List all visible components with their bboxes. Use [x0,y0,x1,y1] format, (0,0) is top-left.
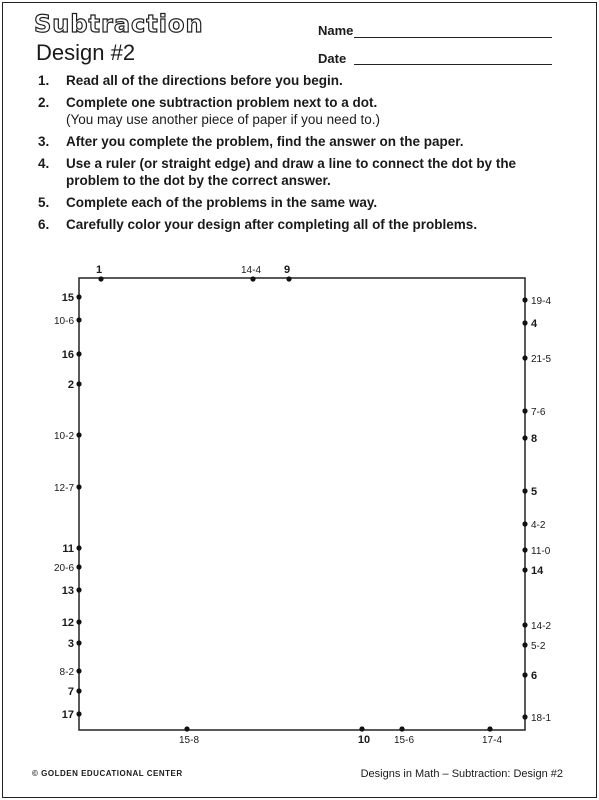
direction-text: Complete one subtraction problem next to a dot. [66,95,378,110]
grid-dot[interactable] [399,726,404,731]
direction-text: After you complete the problem, find the answer on the paper. [66,134,464,149]
direction-text: Complete each of the problems in the same way. [66,195,378,210]
dot-label: 10-6 [53,316,74,327]
date-label: Date [318,51,347,66]
dot-label: 15-8 [178,735,200,746]
dot-label: 2 [67,379,74,391]
dot-label: 5 [531,486,538,498]
grid-dot[interactable] [76,688,81,693]
grid-dot[interactable] [76,640,81,645]
dot-label: 14 [531,565,544,577]
grid-dot[interactable] [522,435,527,440]
name-label: Name [318,23,354,38]
grid-dot[interactable] [76,381,81,386]
dot-label: 17 [61,709,74,721]
grid-dot[interactable] [522,355,527,360]
design-frame [79,278,525,730]
dot-label: 14-4 [240,265,262,276]
grid-dot[interactable] [76,432,81,437]
dot-label: 11 [62,543,74,555]
dot-label: 15 [61,292,74,304]
grid-dot[interactable] [522,320,527,325]
direction-text: Use a ruler (or straight edge) and draw a line to connect the dot by the problem to the dot by the correct answer. [66,156,517,188]
grid-dot[interactable] [522,408,527,413]
grid-dot[interactable] [522,488,527,493]
dot-label: 7-6 [531,407,546,418]
dot-label: 18-1 [531,713,552,724]
grid-dot[interactable] [359,726,364,731]
dot-label: 21-5 [531,354,552,365]
grid-dot[interactable] [522,297,527,302]
dot-label: 6 [531,670,538,682]
grid-dot[interactable] [76,294,81,299]
dot-label: 7 [67,686,74,698]
grid-dot[interactable] [76,668,81,673]
grid-dot[interactable] [250,276,255,281]
worksheet-title: Subtraction [34,10,204,38]
dot-label: 14-2 [531,621,552,632]
direction-text: Carefully color your design after completing all of the problems. [66,217,478,232]
grid-dot[interactable] [522,714,527,719]
grid-dot[interactable] [184,726,189,731]
dot-label: 19-4 [531,296,552,307]
grid-dot[interactable] [98,276,103,281]
grid-dot[interactable] [76,351,81,356]
grid-dot[interactable] [522,567,527,572]
direction-subtext: (You may use another piece of paper if you need to.) [66,112,380,127]
grid-dot[interactable] [76,711,81,716]
grid-dot[interactable] [76,587,81,592]
grid-dot[interactable] [522,622,527,627]
worksheet-subtitle: Design #2 [36,40,136,65]
grid-dot[interactable] [522,521,527,526]
dots-layer [54,264,551,746]
direction-number: 5. [38,195,50,210]
grid-dot[interactable] [76,317,81,322]
series-title: Designs in Math – Subtraction: Design #2 [360,768,563,780]
grid-dot[interactable] [76,619,81,624]
dot-label: 17-4 [481,735,503,746]
direction-number: 6. [38,217,50,232]
dot-label: 16 [61,349,74,361]
dot-label: 9 [283,264,291,276]
grid-dot[interactable] [76,484,81,489]
dot-label: 10-2 [53,431,74,442]
direction-number: 1. [38,73,50,88]
grid-dot[interactable] [522,642,527,647]
dot-label: 8 [531,433,538,445]
dot-label: 20-6 [53,563,74,574]
grid-dot[interactable] [76,564,81,569]
direction-text: Read all of the directions before you begin. [66,73,343,88]
dot-label: 5-2 [531,641,546,652]
dot-label: 1 [95,264,103,276]
dot-label: 4 [531,318,538,330]
dot-label: 12-7 [53,483,74,494]
dot-label: 15-6 [393,735,415,746]
dot-label: 11-0 [531,546,551,557]
direction-number: 2. [38,95,50,110]
dot-label: 10 [357,734,371,746]
dot-label: 13 [61,585,74,597]
dot-label: 8-2 [59,667,74,678]
direction-number: 4. [38,156,50,171]
grid-dot[interactable] [286,276,291,281]
grid-dot[interactable] [487,726,492,731]
grid-dot[interactable] [76,545,81,550]
grid-dot[interactable] [522,672,527,677]
publisher-credit: © GOLDEN EDUCATIONAL CENTER [32,769,183,778]
dot-label: 3 [67,638,74,650]
dot-label: 4-2 [531,520,546,531]
grid-dot[interactable] [522,547,527,552]
dot-label: 12 [61,617,74,629]
direction-number: 3. [38,134,50,149]
